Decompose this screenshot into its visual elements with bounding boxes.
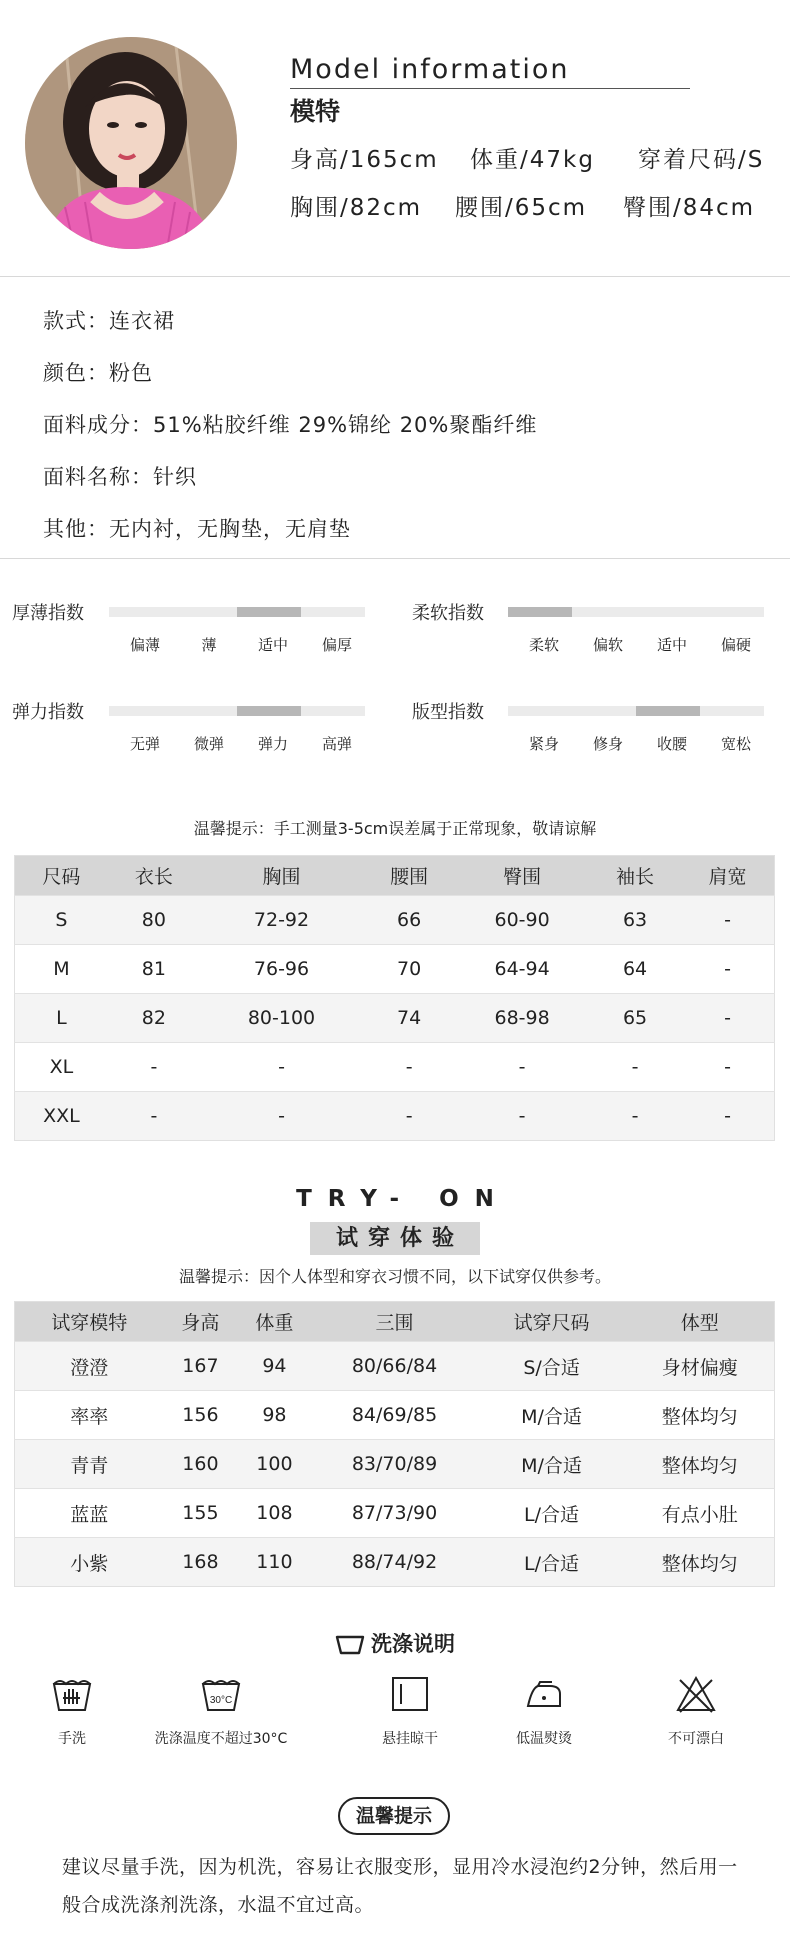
index-option: 紧身 <box>528 735 559 753</box>
wash-hand-label: 手洗 <box>58 1731 86 1747</box>
table-cell: - <box>455 1043 589 1092</box>
table-cell: - <box>681 1043 774 1092</box>
tip-title: 温馨提示 <box>338 1797 450 1835</box>
low-iron-icon <box>522 1674 566 1714</box>
wash-hand <box>0 1674 152 1748</box>
index-option: 薄 <box>201 636 217 654</box>
wash-hang-label: 悬挂晾干 <box>382 1731 438 1747</box>
table-cell: 98 <box>237 1391 311 1440</box>
table-cell: 有点小肚 <box>626 1489 775 1538</box>
table-row <box>15 1342 775 1391</box>
table-cell: 72-92 <box>200 896 363 945</box>
tip-text: 建议尽量手洗，因为机洗，容易让衣服变形，显用冷水浸泡约2分钟，然后用一般合成洗涤剂洗涤，水温不宜过高。 <box>62 1856 738 1916</box>
table-cell: 小紫 <box>15 1538 164 1587</box>
table-cell: - <box>363 1092 455 1141</box>
model-waist: 腰围/65cm <box>455 195 588 221</box>
wash-30-icon <box>199 1674 243 1714</box>
index-level-fill <box>508 607 572 617</box>
table-cell: 110 <box>237 1538 311 1587</box>
table-cell: - <box>200 1043 363 1092</box>
table-cell: S/合适 <box>478 1342 626 1391</box>
column-header: 体型 <box>626 1302 775 1342</box>
table-cell: 94 <box>237 1342 311 1391</box>
attr-fabric: 面料名称：针织 <box>43 465 197 489</box>
table-row <box>15 1391 775 1440</box>
wash-title: 洗涤说明 <box>371 1632 455 1656</box>
table-cell: 81 <box>108 945 200 994</box>
model-size: 穿着尺码/S <box>638 147 765 173</box>
index-label: 厚薄指数 <box>12 603 84 624</box>
table-cell: 68-98 <box>455 994 589 1043</box>
index-option: 柔软 <box>528 636 559 654</box>
index-option: 收腰 <box>656 735 687 753</box>
size-note: 温馨提示：手工测量3-5cm误差属于正常现象，敬请谅解 <box>193 819 597 838</box>
wash-header <box>0 1628 790 1660</box>
model-avatar <box>25 37 237 249</box>
wash-30 <box>141 1674 301 1748</box>
column-header: 身高 <box>163 1302 237 1342</box>
table-cell: 74 <box>363 994 455 1043</box>
table-cell: 167 <box>163 1342 237 1391</box>
table-row <box>15 1489 775 1538</box>
table-cell: 63 <box>589 896 681 945</box>
table-row <box>15 1043 775 1092</box>
table-row <box>15 1538 775 1587</box>
table-cell: 64-94 <box>455 945 589 994</box>
table-cell: 蓝蓝 <box>15 1489 164 1538</box>
table-cell: 青青 <box>15 1440 164 1489</box>
index-label: 柔软指数 <box>412 603 484 624</box>
index-track <box>109 706 365 716</box>
wash-iron-label: 低温熨烫 <box>516 1731 572 1747</box>
index-option: 适中 <box>656 636 687 654</box>
column-header: 臀围 <box>455 856 589 896</box>
index-option: 偏软 <box>592 636 623 654</box>
table-cell: 160 <box>163 1440 237 1489</box>
table-row <box>15 945 775 994</box>
table-cell: 82 <box>108 994 200 1043</box>
wash-iron <box>464 1674 624 1748</box>
table-cell: S <box>15 896 108 945</box>
wash-bleach <box>616 1674 776 1748</box>
hang-dry-icon <box>388 1674 432 1714</box>
table-cell: L/合适 <box>478 1489 626 1538</box>
index-label: 弹力指数 <box>12 702 84 723</box>
no-bleach-icon <box>674 1674 718 1714</box>
table-cell: 100 <box>237 1440 311 1489</box>
column-header: 三围 <box>311 1302 477 1342</box>
table-cell: 70 <box>363 945 455 994</box>
tryon-title: TRY- ON <box>296 1186 510 1212</box>
table-row <box>15 1440 775 1489</box>
table-cell: 65 <box>589 994 681 1043</box>
index-track <box>109 607 365 617</box>
column-header: 试穿模特 <box>15 1302 164 1342</box>
table-cell: - <box>589 1092 681 1141</box>
index-option: 高弹 <box>321 735 352 753</box>
basin-icon <box>335 1633 365 1660</box>
tryon-note: 温馨提示：因个人体型和穿衣习惯不同，以下试穿仅供参考。 <box>178 1267 611 1286</box>
table-cell: - <box>363 1043 455 1092</box>
index-level-fill <box>237 706 301 716</box>
index-option: 无弹 <box>129 735 160 753</box>
attr-style: 款式：连衣裙 <box>43 309 175 333</box>
table-cell: 整体均匀 <box>626 1440 775 1489</box>
wash-30-text: 30°C <box>209 1695 233 1706</box>
index-option: 适中 <box>257 636 288 654</box>
table-row <box>15 994 775 1043</box>
table-cell: 156 <box>163 1391 237 1440</box>
index-track <box>508 607 764 617</box>
tryon-table <box>14 1301 775 1587</box>
model-info-title: Model information <box>290 54 570 85</box>
table-cell: - <box>681 1092 774 1141</box>
table-cell: 155 <box>163 1489 237 1538</box>
model-bust: 胸围/82cm <box>290 195 423 221</box>
table-cell: 整体均匀 <box>626 1391 775 1440</box>
table-cell: - <box>108 1043 200 1092</box>
column-header: 袖长 <box>589 856 681 896</box>
index-option: 宽松 <box>720 735 751 753</box>
index-label: 版型指数 <box>412 702 484 723</box>
table-cell: 80/66/84 <box>311 1342 477 1391</box>
table-cell: 66 <box>363 896 455 945</box>
table-cell: - <box>455 1092 589 1141</box>
model-height: 身高/165cm <box>290 147 439 173</box>
table-cell: - <box>681 945 774 994</box>
column-header: 胸围 <box>200 856 363 896</box>
section-divider <box>0 558 790 559</box>
table-cell: L <box>15 994 108 1043</box>
wash-30-label: 洗涤温度不超过30°C <box>154 1731 288 1747</box>
table-cell: M/合适 <box>478 1440 626 1489</box>
table-cell: 108 <box>237 1489 311 1538</box>
column-header: 腰围 <box>363 856 455 896</box>
table-cell: 83/70/89 <box>311 1440 477 1489</box>
column-header: 体重 <box>237 1302 311 1342</box>
wash-bleach-label: 不可漂白 <box>668 1731 724 1747</box>
attr-composition: 面料成分：51%粘胶纤维 29%锦纶 20%聚酯纤维 <box>43 413 538 437</box>
table-cell: 整体均匀 <box>626 1538 775 1587</box>
model-hip: 臀围/84cm <box>623 195 756 221</box>
table-cell: 身材偏瘦 <box>626 1342 775 1391</box>
index-option: 偏薄 <box>129 636 160 654</box>
model-subtitle: 模特 <box>290 97 341 126</box>
attr-other: 其他：无内衬，无胸垫，无肩垫 <box>43 517 351 541</box>
table-cell: 168 <box>163 1538 237 1587</box>
column-header: 尺码 <box>15 856 108 896</box>
column-header: 衣长 <box>108 856 200 896</box>
index-option: 偏硬 <box>720 636 751 654</box>
title-underline <box>290 88 690 89</box>
table-cell: - <box>681 896 774 945</box>
tryon-subtitle: 试穿体验 <box>310 1222 480 1255</box>
table-cell: 澄澄 <box>15 1342 164 1391</box>
table-row <box>15 896 775 945</box>
index-level-fill <box>237 607 301 617</box>
table-cell: 60-90 <box>455 896 589 945</box>
table-cell: 87/73/90 <box>311 1489 477 1538</box>
table-cell: - <box>200 1092 363 1141</box>
table-cell: 率率 <box>15 1391 164 1440</box>
table-cell: 64 <box>589 945 681 994</box>
table-cell: 88/74/92 <box>311 1538 477 1587</box>
table-cell: XL <box>15 1043 108 1092</box>
table-row <box>15 1092 775 1141</box>
index-option: 弹力 <box>257 735 288 753</box>
table-cell: M <box>15 945 108 994</box>
index-option: 修身 <box>592 735 623 753</box>
index-option: 偏厚 <box>321 636 352 654</box>
model-weight: 体重/47kg <box>470 147 595 173</box>
table-cell: L/合适 <box>478 1538 626 1587</box>
index-level-fill <box>636 706 700 716</box>
table-cell: 76-96 <box>200 945 363 994</box>
table-cell: - <box>681 994 774 1043</box>
table-cell: XXL <box>15 1092 108 1141</box>
table-cell: - <box>108 1092 200 1141</box>
table-cell: M/合适 <box>478 1391 626 1440</box>
column-header: 试穿尺码 <box>478 1302 626 1342</box>
index-option: 微弹 <box>193 735 224 753</box>
index-track <box>508 706 764 716</box>
hand-wash-icon <box>50 1674 94 1714</box>
table-cell: 80-100 <box>200 994 363 1043</box>
table-cell: - <box>589 1043 681 1092</box>
table-cell: 80 <box>108 896 200 945</box>
column-header: 肩宽 <box>681 856 774 896</box>
size-table <box>14 855 775 1141</box>
section-divider <box>0 276 790 277</box>
attr-color: 颜色：粉色 <box>43 361 153 385</box>
table-cell: 84/69/85 <box>311 1391 477 1440</box>
